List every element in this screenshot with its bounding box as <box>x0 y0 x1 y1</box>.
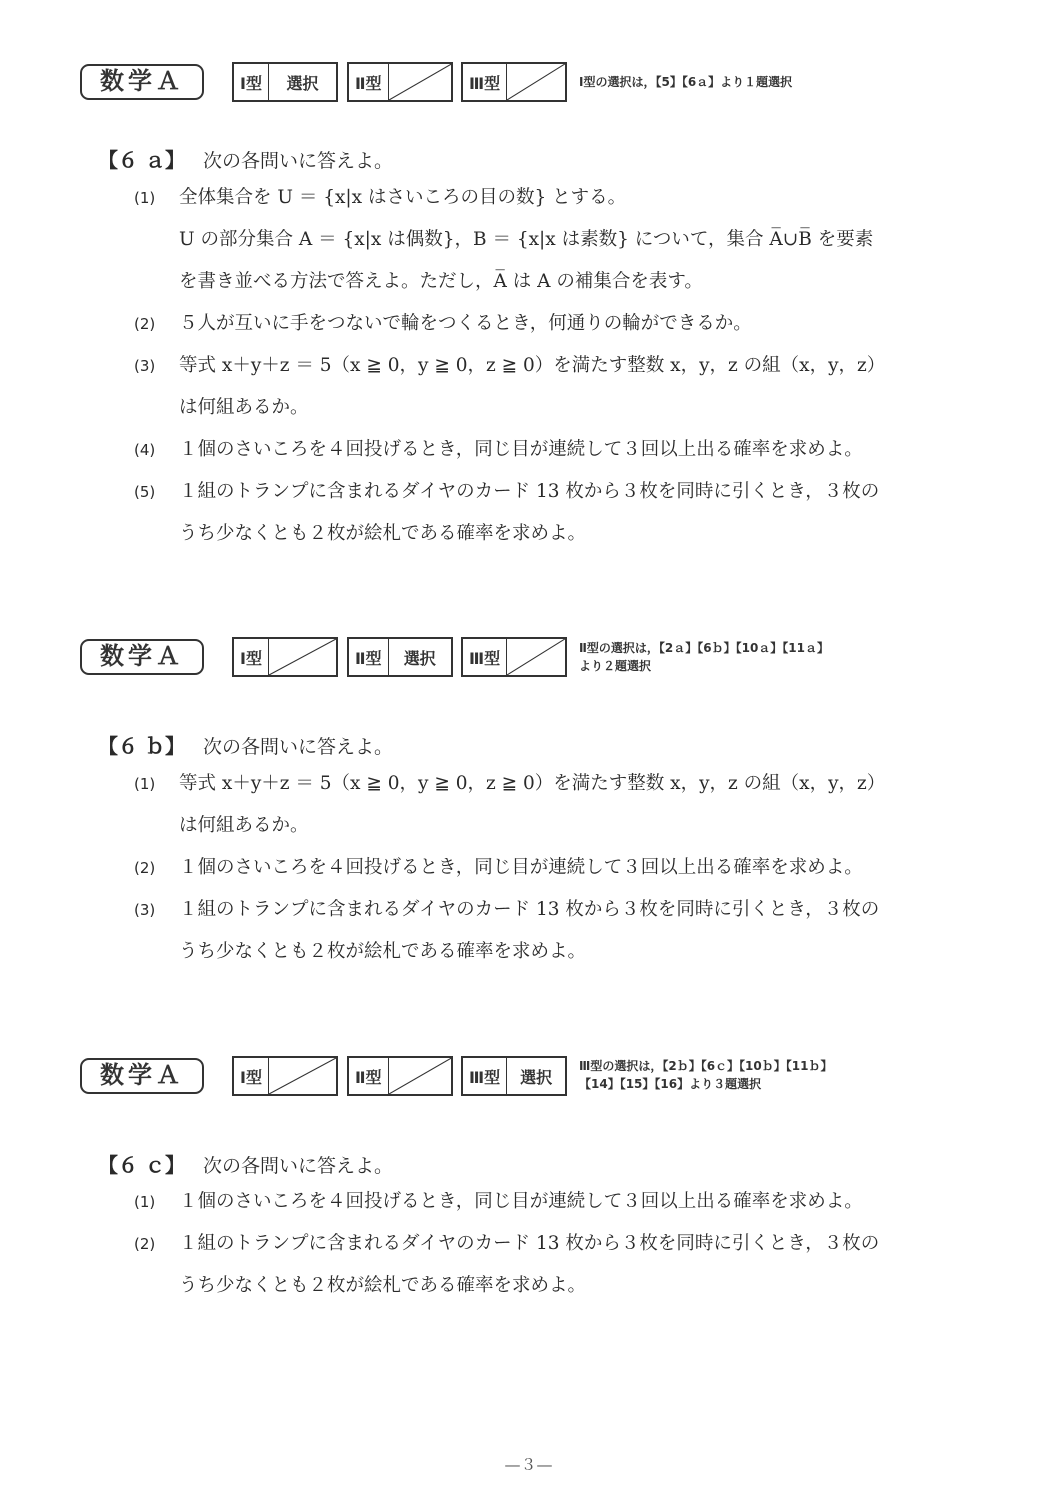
section-title-6a <box>98 144 393 173</box>
type3-box <box>461 1056 567 1096</box>
type2-box <box>347 637 453 677</box>
subject-label: 数学Ａ <box>80 64 204 100</box>
problem-number: (1) <box>134 189 156 207</box>
type1-slash <box>269 1058 336 1094</box>
problem-text: 全体集合を U ＝ {x|x はさいころの目の数} とする。 U の部分集合 A ＝ {x|x は偶数}，B ＝ {x|x は素数} について，集合 A̅∪B̅ を要素 を書き並べる方法で答えよ。ただし，A̅ は A の補集合を表す。 <box>179 187 874 292</box>
selection-note-line1: Ⅱ型の選択は，【2ａ】【6ｂ】【10ａ】【11ａ】 <box>579 641 830 655</box>
problem-6a-4 <box>134 429 984 471</box>
selection-note <box>579 639 829 675</box>
problem-text: ５人が互いに手をつないで輪をつくるとき，何通りの輪ができるか。 <box>179 313 752 334</box>
type1-select: 選択 <box>286 73 319 93</box>
problem-number: (4) <box>134 441 156 459</box>
problem-text: １組のトランプに含まれるダイヤのカード 13 枚から３枚を同時に引くとき，３枚の うち少なくとも２枚が絵札である確率を求めよ。 <box>179 481 880 544</box>
type3-label: Ⅲ型 <box>463 1058 507 1094</box>
problem-6c-2 <box>134 1223 984 1307</box>
selection-note-line1: Ⅰ型の選択は，【5】【6ａ】より１題選択 <box>579 75 793 89</box>
subject-label: 数学Ａ <box>80 1058 204 1094</box>
problem-text: １組のトランプに含まれるダイヤのカード 13 枚から３枚を同時に引くとき，３枚の うち少なくとも２枚が絵札である確率を求めよ。 <box>179 899 880 962</box>
type1-slash <box>269 639 336 675</box>
problem-number: (1) <box>134 1193 156 1211</box>
type1-label: Ⅰ型 <box>234 1058 269 1094</box>
type1-box <box>232 1056 338 1096</box>
type2-slash <box>389 64 451 100</box>
problem-text: 等式 x＋y＋z ＝ 5（x ≧ 0，y ≧ 0，z ≧ 0）を満たす整数 x，y，z の組（x，y，z） は何組あるか。 <box>179 773 886 836</box>
type3-slash <box>507 64 565 100</box>
selection-note-line2: 【14】【15】【16】より３題選択 <box>579 1077 762 1091</box>
type1-box <box>232 637 338 677</box>
type3-label: Ⅲ型 <box>463 64 507 100</box>
section-instruction: 次の各問いに答えよ。 <box>202 1155 393 1177</box>
problem-6a-5 <box>134 471 984 555</box>
section-title-6b <box>98 730 393 759</box>
type2-label: Ⅱ型 <box>349 1058 389 1094</box>
type3-select: 選択 <box>520 1067 553 1087</box>
problem-text: １個のさいころを４回投げるとき，同じ目が連続して３回以上出る確率を求めよ。 <box>179 1191 863 1212</box>
block-header-6b <box>80 637 980 681</box>
section-tag: 【６ ｃ】 <box>98 1153 185 1177</box>
selection-note-line1: Ⅲ型の選択は，【2ｂ】【6ｃ】【10ｂ】【11ｂ】 <box>579 1059 833 1073</box>
selection-note <box>579 1057 832 1093</box>
problem-number: (2) <box>134 315 156 333</box>
problem-6a-2 <box>134 303 984 345</box>
type1-box <box>232 62 338 102</box>
problem-6a-1 <box>134 177 984 303</box>
problem-6b-3 <box>134 889 984 973</box>
problem-text: １組のトランプに含まれるダイヤのカード 13 枚から３枚を同時に引くとき，３枚の うち少なくとも２枚が絵札である確率を求めよ。 <box>179 1233 880 1296</box>
type2-box <box>347 62 453 102</box>
section-instruction: 次の各問いに答えよ。 <box>202 736 393 758</box>
problem-number: (2) <box>134 1235 156 1253</box>
problem-number: (3) <box>134 901 156 919</box>
type2-label: Ⅱ型 <box>349 639 389 675</box>
type3-box <box>461 62 567 102</box>
subject-label: 数学Ａ <box>80 639 204 675</box>
problem-text: 等式 x＋y＋z ＝ 5（x ≧ 0，y ≧ 0，z ≧ 0）を満たす整数 x，y，z の組（x，y，z） は何組あるか。 <box>179 355 886 418</box>
problem-text: １個のさいころを４回投げるとき，同じ目が連続して３回以上出る確率を求めよ。 <box>179 439 863 460</box>
section-tag: 【６ ａ】 <box>98 148 185 172</box>
section-tag: 【６ ｂ】 <box>98 734 185 758</box>
page-number: —３— <box>504 1455 553 1474</box>
block-header-6a <box>80 62 980 106</box>
type2-select: 選択 <box>403 648 436 668</box>
type2-slash <box>389 1058 451 1094</box>
type3-slash <box>507 639 565 675</box>
selection-note <box>579 73 792 91</box>
type2-label: Ⅱ型 <box>349 64 389 100</box>
section-instruction: 次の各問いに答えよ。 <box>202 150 393 172</box>
problem-text: １個のさいころを４回投げるとき，同じ目が連続して３回以上出る確率を求めよ。 <box>179 857 863 878</box>
type1-label: Ⅰ型 <box>234 64 269 100</box>
type2-box <box>347 1056 453 1096</box>
type1-label: Ⅰ型 <box>234 639 269 675</box>
block-header-6c <box>80 1056 980 1100</box>
type3-label: Ⅲ型 <box>463 639 507 675</box>
problem-6a-3 <box>134 345 984 429</box>
problem-number: (5) <box>134 483 156 501</box>
section-title-6c <box>98 1149 393 1178</box>
type3-box <box>461 637 567 677</box>
problem-6c-1 <box>134 1181 984 1223</box>
problem-number: (2) <box>134 859 156 877</box>
problem-number: (3) <box>134 357 156 375</box>
problem-6b-2 <box>134 847 984 889</box>
problem-number: (1) <box>134 775 156 793</box>
problem-6b-1 <box>134 763 984 847</box>
selection-note-line2: より２題選択 <box>579 659 652 673</box>
